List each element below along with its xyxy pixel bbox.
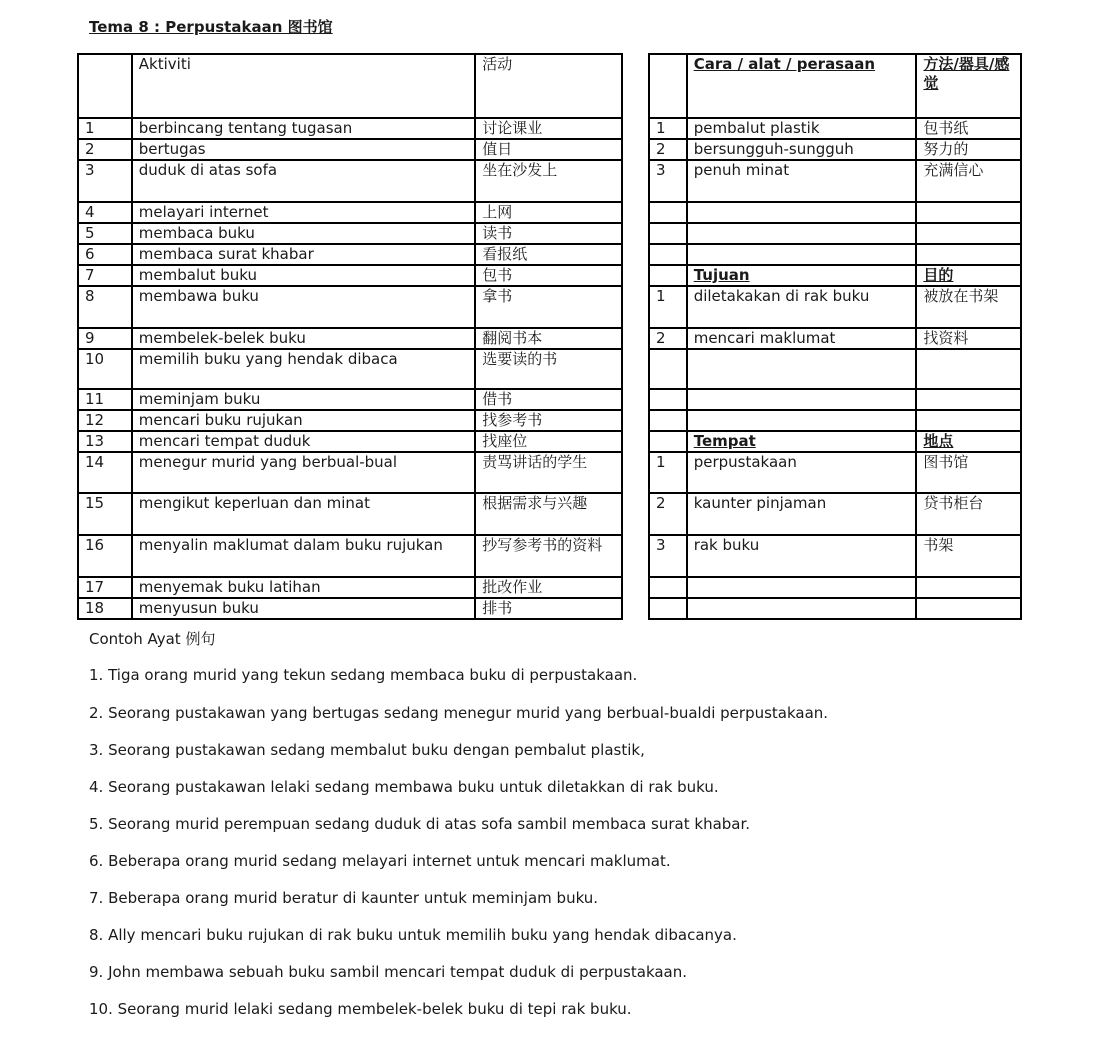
table-row xyxy=(78,202,622,223)
row-chinese: 借书 xyxy=(475,389,622,410)
row-chinese: 看报纸 xyxy=(475,244,622,265)
row-chinese: 选要读的书 xyxy=(475,349,622,389)
row-activity: berbincang tentang tugasan xyxy=(132,118,475,139)
table-row xyxy=(78,389,622,410)
row-activity: menyusun buku xyxy=(132,598,475,619)
header-chinese: 活动 xyxy=(475,54,622,118)
row-activity: menyemak buku latihan xyxy=(132,577,475,598)
example-sentence: 4. Seorang pustakawan lelaki sedang membawa buku untuk diletakkan di rak buku. xyxy=(89,778,719,796)
row-chinese: 坐在沙发上 xyxy=(475,160,622,202)
table-row xyxy=(78,244,622,265)
row-activity: membalut buku xyxy=(132,265,475,286)
empty-cell xyxy=(649,265,687,286)
example-sentence: 9. John membawa sebuah buku sambil mencari tempat duduk di perpustakaan. xyxy=(89,963,688,981)
row-num: 1 xyxy=(649,118,687,139)
row-malay: bersungguh-sungguh xyxy=(687,139,917,160)
row-num: 3 xyxy=(649,535,687,577)
table-row xyxy=(78,431,622,452)
table-row xyxy=(649,286,1021,328)
table-row xyxy=(78,160,622,202)
row-num: 12 xyxy=(78,410,132,431)
row-activity: menyalin maklumat dalam buku rujukan xyxy=(132,535,475,577)
row-chinese: 被放在书架 xyxy=(916,286,1021,328)
cara-header: Cara / alat / perasaan xyxy=(687,54,917,118)
examples-label: Contoh Ayat 例句 xyxy=(89,630,216,648)
row-chinese: 努力的 xyxy=(916,139,1021,160)
example-sentence: 2. Seorang pustakawan yang bertugas sedang menegur murid yang berbual-bualdi perpustakaan. xyxy=(89,704,829,722)
row-num: 2 xyxy=(649,493,687,535)
table-row xyxy=(78,265,622,286)
empty-row xyxy=(649,598,1021,619)
row-num: 17 xyxy=(78,577,132,598)
row-chinese: 值日 xyxy=(475,139,622,160)
row-num: 2 xyxy=(649,328,687,349)
row-num: 3 xyxy=(78,160,132,202)
table-row xyxy=(78,118,622,139)
row-num: 11 xyxy=(78,389,132,410)
row-num: 16 xyxy=(78,535,132,577)
table-row xyxy=(649,535,1021,577)
category-table xyxy=(648,53,1022,620)
row-num: 18 xyxy=(78,598,132,619)
row-malay: perpustakaan xyxy=(687,452,917,493)
row-num: 10 xyxy=(78,349,132,389)
table-row xyxy=(78,493,622,535)
row-malay: pembalut plastik xyxy=(687,118,917,139)
row-malay: mencari maklumat xyxy=(687,328,917,349)
tujuan-header: Tujuan xyxy=(687,265,917,286)
empty-row xyxy=(649,244,1021,265)
row-chinese: 责骂讲话的学生 xyxy=(475,452,622,493)
empty-row xyxy=(649,202,1021,223)
row-num: 6 xyxy=(78,244,132,265)
activity-table xyxy=(77,53,623,620)
row-num: 15 xyxy=(78,493,132,535)
row-num: 7 xyxy=(78,265,132,286)
row-activity: mencari tempat duduk xyxy=(132,431,475,452)
row-num: 3 xyxy=(649,160,687,202)
row-malay: penuh minat xyxy=(687,160,917,202)
row-chinese: 抄写参考书的资料 xyxy=(475,535,622,577)
row-num: 4 xyxy=(78,202,132,223)
row-chinese: 包书纸 xyxy=(916,118,1021,139)
row-chinese: 贷书柜台 xyxy=(916,493,1021,535)
row-activity: menegur murid yang berbual-bual xyxy=(132,452,475,493)
row-num: 1 xyxy=(649,452,687,493)
row-num: 5 xyxy=(78,223,132,244)
table-row xyxy=(78,139,622,160)
example-sentence: 8. Ally mencari buku rujukan di rak buku untuk memilih buku yang hendak dibacanya. xyxy=(89,926,737,944)
table-row xyxy=(78,577,622,598)
empty-row xyxy=(649,389,1021,410)
row-activity: bertugas xyxy=(132,139,475,160)
empty-row xyxy=(649,349,1021,389)
cara-header-chinese: 方法/器具/感觉 xyxy=(916,54,1021,118)
row-activity: memilih buku yang hendak dibaca xyxy=(132,349,475,389)
row-num: 1 xyxy=(78,118,132,139)
header-num xyxy=(78,54,132,118)
row-num: 2 xyxy=(78,139,132,160)
example-sentence: 1. Tiga orang murid yang tekun sedang membaca buku di perpustakaan. xyxy=(89,666,638,684)
table-row xyxy=(78,410,622,431)
table-row xyxy=(649,139,1021,160)
row-chinese: 书架 xyxy=(916,535,1021,577)
row-chinese: 包书 xyxy=(475,265,622,286)
row-malay: rak buku xyxy=(687,535,917,577)
row-num: 8 xyxy=(78,286,132,328)
table-row xyxy=(78,328,622,349)
empty-row xyxy=(649,577,1021,598)
empty-row xyxy=(649,410,1021,431)
row-num: 14 xyxy=(78,452,132,493)
table-row xyxy=(649,493,1021,535)
row-activity: mencari buku rujukan xyxy=(132,410,475,431)
row-num: 9 xyxy=(78,328,132,349)
empty-cell xyxy=(649,431,687,452)
row-activity: mengikut keperluan dan minat xyxy=(132,493,475,535)
row-num: 1 xyxy=(649,286,687,328)
row-activity: membaca buku xyxy=(132,223,475,244)
table-header-row xyxy=(78,54,622,118)
table-row xyxy=(649,452,1021,493)
table-row xyxy=(649,160,1021,202)
row-activity: melayari internet xyxy=(132,202,475,223)
tempat-header: Tempat xyxy=(687,431,917,452)
row-chinese: 讨论课业 xyxy=(475,118,622,139)
row-chinese: 翻阅书本 xyxy=(475,328,622,349)
header-activity: Aktiviti xyxy=(132,54,475,118)
table-row xyxy=(649,328,1021,349)
row-chinese: 拿书 xyxy=(475,286,622,328)
empty-row xyxy=(649,223,1021,244)
row-chinese: 上网 xyxy=(475,202,622,223)
row-activity: duduk di atas sofa xyxy=(132,160,475,202)
tempat-header-row xyxy=(649,431,1021,452)
row-activity: membaca surat khabar xyxy=(132,244,475,265)
table-row xyxy=(78,349,622,389)
row-chinese: 批改作业 xyxy=(475,577,622,598)
example-sentence: 7. Beberapa orang murid beratur di kaunter untuk meminjam buku. xyxy=(89,889,599,907)
row-malay: diletakakan di rak buku xyxy=(687,286,917,328)
page-title: Tema 8 : Perpustakaan 图书馆 xyxy=(89,18,333,36)
row-activity: membelek-belek buku xyxy=(132,328,475,349)
row-chinese: 找座位 xyxy=(475,431,622,452)
row-num: 2 xyxy=(649,139,687,160)
table-row xyxy=(78,452,622,493)
tujuan-header-row xyxy=(649,265,1021,286)
row-chinese: 找参考书 xyxy=(475,410,622,431)
table-row xyxy=(78,286,622,328)
row-chinese: 充满信心 xyxy=(916,160,1021,202)
row-malay: kaunter pinjaman xyxy=(687,493,917,535)
example-sentence: 5. Seorang murid perempuan sedang duduk di atas sofa sambil membaca surat khabar. xyxy=(89,815,751,833)
table-row xyxy=(649,118,1021,139)
table-row xyxy=(78,223,622,244)
row-chinese: 读书 xyxy=(475,223,622,244)
row-chinese: 图书馆 xyxy=(916,452,1021,493)
row-activity: meminjam buku xyxy=(132,389,475,410)
example-sentence: 3. Seorang pustakawan sedang membalut buku dengan pembalut plastik, xyxy=(89,741,645,759)
row-num: 13 xyxy=(78,431,132,452)
row-chinese: 根据需求与兴趣 xyxy=(475,493,622,535)
empty-cell xyxy=(649,54,687,118)
example-sentence: 10. Seorang murid lelaki sedang membelek-belek buku di tepi rak buku. xyxy=(89,1000,632,1018)
table-row xyxy=(78,535,622,577)
table-row xyxy=(78,598,622,619)
row-chinese: 排书 xyxy=(475,598,622,619)
tujuan-header-chinese: 目的 xyxy=(916,265,1021,286)
row-activity: membawa buku xyxy=(132,286,475,328)
cara-header-row xyxy=(649,54,1021,118)
example-sentence: 6. Beberapa orang murid sedang melayari internet untuk mencari maklumat. xyxy=(89,852,671,870)
tempat-header-chinese: 地点 xyxy=(916,431,1021,452)
row-chinese: 找资料 xyxy=(916,328,1021,349)
